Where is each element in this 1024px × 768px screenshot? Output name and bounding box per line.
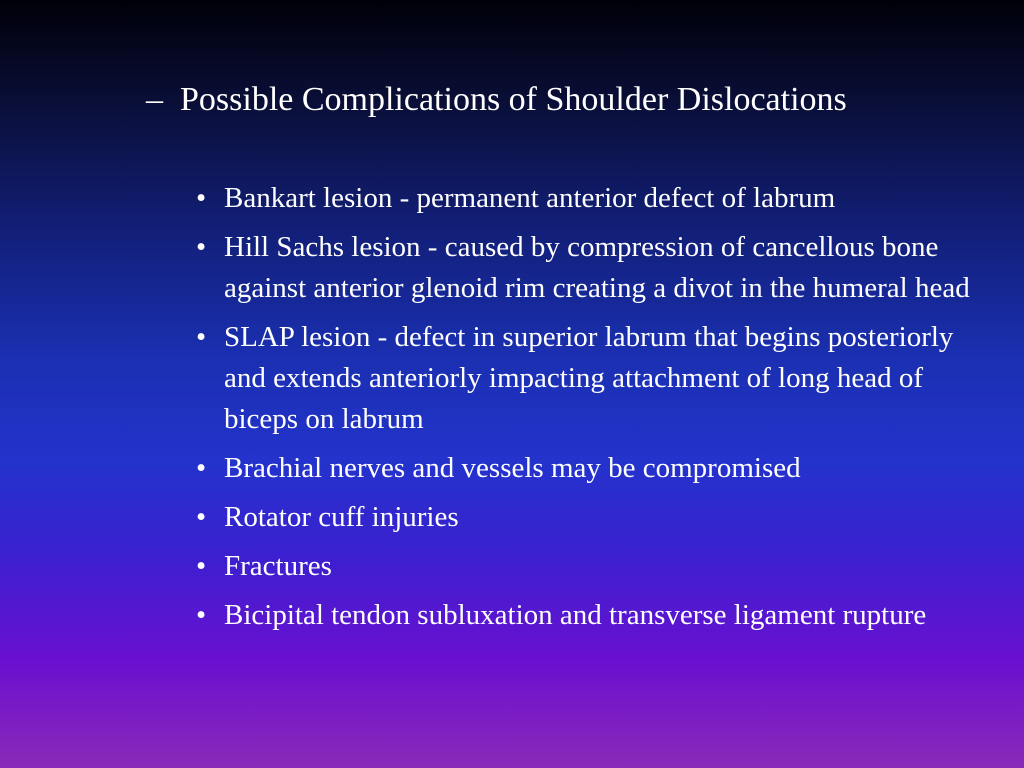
bullet-item-brachial xyxy=(196,448,986,489)
bullet-text: SLAP lesion - defect in superior labrum that begins posteriorly and extends anteriorly impacting attachment of long head of biceps on labrum xyxy=(224,321,954,435)
bullet-marker: • xyxy=(196,321,207,353)
bullet-item-rotator-cuff xyxy=(196,497,986,538)
bullet-marker: • xyxy=(196,231,207,263)
bullet-marker: • xyxy=(196,182,207,214)
bullet-text: Rotator cuff injuries xyxy=(224,501,459,533)
bullet-text: Brachial nerves and vessels may be compromised xyxy=(224,452,801,484)
bullet-text: Bicipital tendon subluxation and transverse ligament rupture xyxy=(224,599,927,631)
bullet-item-bankart xyxy=(196,178,986,219)
bullet-marker: • xyxy=(196,452,207,484)
slide-heading xyxy=(146,78,966,122)
heading-dash-marker: – xyxy=(146,81,163,118)
bullet-marker: • xyxy=(196,599,207,631)
bullet-item-fractures xyxy=(196,546,986,587)
heading-text: Possible Complications of Shoulder Dislocations xyxy=(180,81,847,118)
bullet-item-slap xyxy=(196,317,986,440)
bullet-text: Fractures xyxy=(224,550,332,582)
bullet-text: Bankart lesion - permanent anterior defect of labrum xyxy=(224,182,836,214)
bullet-item-bicipital xyxy=(196,595,986,636)
bullet-text: Hill Sachs lesion - caused by compression of cancellous bone against anterior glenoid rim creating a divot in the humeral head xyxy=(224,231,970,304)
bullet-marker: • xyxy=(196,550,207,582)
bullet-list xyxy=(196,178,986,644)
bullet-marker: • xyxy=(196,501,207,533)
bullet-item-hill-sachs xyxy=(196,227,986,309)
